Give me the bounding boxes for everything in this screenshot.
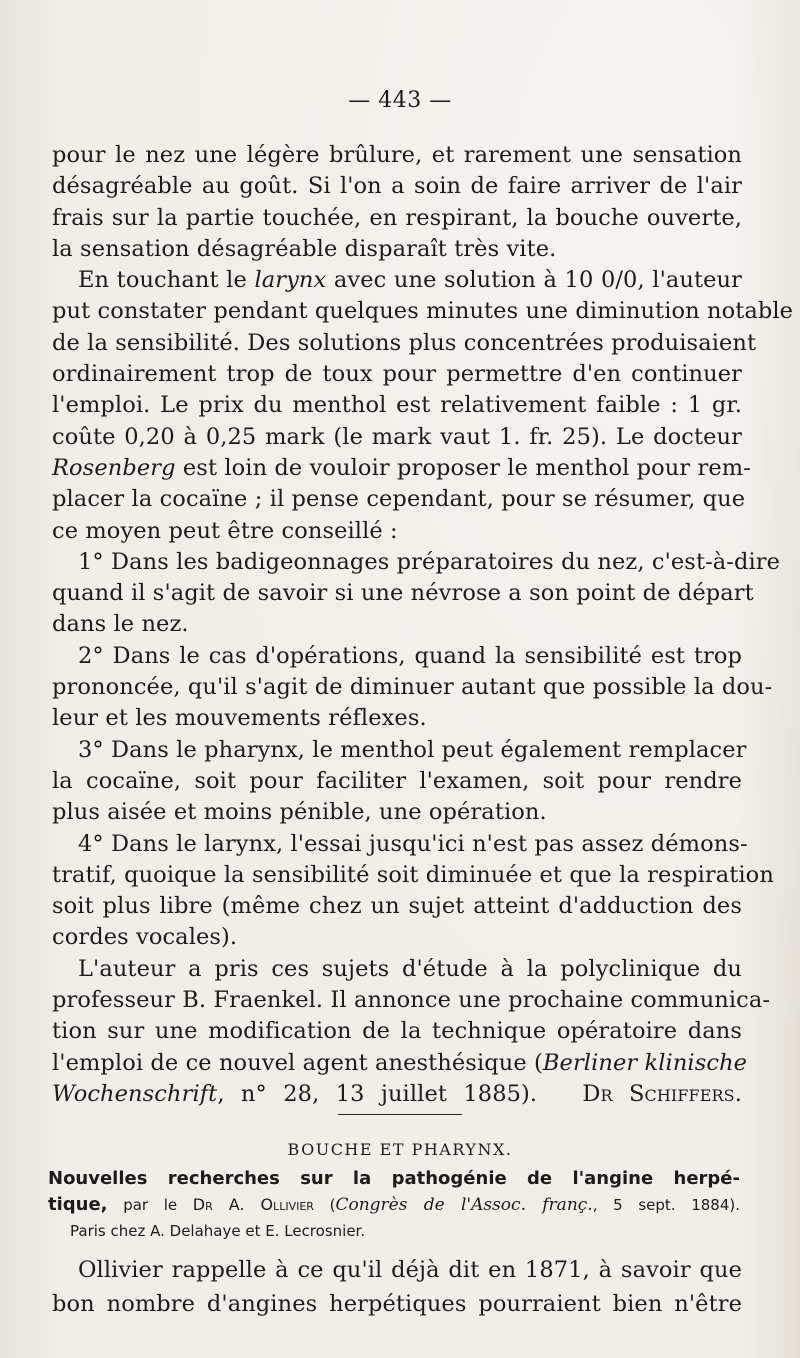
text-line: leur et les mouvements réflexes. bbox=[52, 705, 427, 732]
text-span: est loin de vouloir proposer le menthol pour rem- bbox=[175, 454, 751, 481]
text-span: avec une solution à 10 0/0, l'auteur bbox=[326, 267, 742, 294]
text-line: placer la cocaïne ; il pense cependant, pour se résumer, que bbox=[52, 486, 746, 513]
article-author: Dr A. Ollivier bbox=[192, 1195, 314, 1214]
text-line bbox=[52, 1048, 748, 1079]
text-line: de la sensibilité. Des solutions plus concentrées produisaient bbox=[52, 329, 757, 356]
article-source: Congrès de l'Assoc. franç. bbox=[335, 1195, 593, 1215]
separator-rule bbox=[338, 1114, 462, 1115]
text-line: ce moyen peut être conseillé : bbox=[52, 517, 398, 544]
text-line: 1° Dans les badigeonnages préparatoires du nez, c'est-à-dire bbox=[78, 548, 781, 575]
text-line bbox=[52, 265, 742, 296]
journal-title: Wochenschrift bbox=[52, 1080, 218, 1107]
text-line: l'emploi. Le prix du menthol est relativement faible : 1 gr. bbox=[52, 392, 742, 419]
section-heading: BOUCHE ET PHARYNX. bbox=[287, 1140, 513, 1159]
article-title-line bbox=[48, 1192, 740, 1218]
journal-title: Berliner klinische bbox=[542, 1049, 748, 1076]
main-text bbox=[52, 140, 794, 1110]
text-line: prononcée, qu'il s'agit de diminuer autant que possible la dou- bbox=[52, 674, 773, 701]
article-header bbox=[48, 1166, 740, 1218]
text-span: ( bbox=[313, 1196, 336, 1214]
signature: Dr Schiffers. bbox=[582, 1080, 742, 1107]
text-line bbox=[52, 1079, 742, 1110]
text-line: dans le nez. bbox=[52, 611, 189, 638]
text-line: 4° Dans le larynx, l'essai jusqu'ici n'est pas assez démons- bbox=[78, 830, 748, 857]
text-line: la sensation désagréable disparaît très vite. bbox=[52, 235, 557, 262]
page-number: — 443 — bbox=[348, 88, 452, 113]
text-line: cordes vocales). bbox=[52, 924, 238, 951]
text-span: En touchant le bbox=[78, 267, 255, 294]
italic-name: Rosenberg bbox=[52, 454, 176, 481]
text-line: pour le nez une légère brûlure, et rarement une sensation bbox=[52, 142, 742, 168]
text-line: désagréable au goût. Si l'on a soin de faire arriver de l'air bbox=[52, 173, 742, 200]
text-line: quand il s'agit de savoir si une névrose a son point de départ bbox=[52, 580, 754, 607]
text-span: par le bbox=[107, 1196, 193, 1214]
text-line: L'auteur a pris ces sujets d'étude à la polyclinique du bbox=[78, 955, 742, 982]
text-line: tratif, quoique la sensibilité soit diminuée et que la respiration bbox=[52, 861, 774, 888]
text-line: put constater pendant quelques minutes une diminution notable bbox=[52, 298, 794, 325]
text-line: soit plus libre (même chez un sujet atteint d'adduction des bbox=[52, 893, 742, 920]
italic-term: larynx bbox=[254, 267, 327, 294]
text-line: tion sur une modification de la technique opératoire dans bbox=[52, 1018, 742, 1045]
article-title: tique, bbox=[48, 1194, 108, 1215]
text-line: 2° Dans le cas d'opérations, quand la sensibilité est trop bbox=[78, 642, 742, 669]
text-span: , 5 sept. 1884). bbox=[592, 1196, 741, 1214]
text-span: l'emploi de ce nouvel agent anesthésique ( bbox=[52, 1049, 543, 1076]
text-line: professeur B. Fraenkel. Il annonce une prochaine communica- bbox=[52, 987, 771, 1014]
text-line bbox=[52, 453, 751, 484]
article-publisher: Paris chez A. Delahaye et E. Lecrosnier. bbox=[70, 1222, 366, 1240]
text-line: la cocaïne, soit pour faciliter l'examen, soit pour rendre bbox=[52, 767, 742, 794]
text-line: 3° Dans le pharynx, le menthol peut également remplacer bbox=[78, 736, 747, 763]
text-line: plus aisée et moins pénible, une opération. bbox=[52, 799, 547, 826]
article-title: Nouvelles recherches sur la pathogénie de l'angine herpé- bbox=[48, 1168, 740, 1189]
text-span: , n° 28, 13 juillet 1885). bbox=[217, 1080, 538, 1107]
text-line: coûte 0,20 à 0,25 mark (le mark vaut 1. fr. 25). Le docteur bbox=[52, 423, 742, 450]
article-body bbox=[52, 1253, 742, 1321]
text-line: frais sur la partie touchée, en respirant, la bouche ouverte, bbox=[52, 204, 742, 231]
text-line: ordinairement trop de toux pour permettre d'en continuer bbox=[52, 361, 742, 388]
text-line: Ollivier rappelle à ce qu'il déjà dit en 1871, à savoir que bbox=[78, 1257, 742, 1283]
text-line: bon nombre d'angines herpétiques pourraient bien n'être bbox=[52, 1291, 742, 1317]
article-title-line bbox=[48, 1166, 740, 1192]
